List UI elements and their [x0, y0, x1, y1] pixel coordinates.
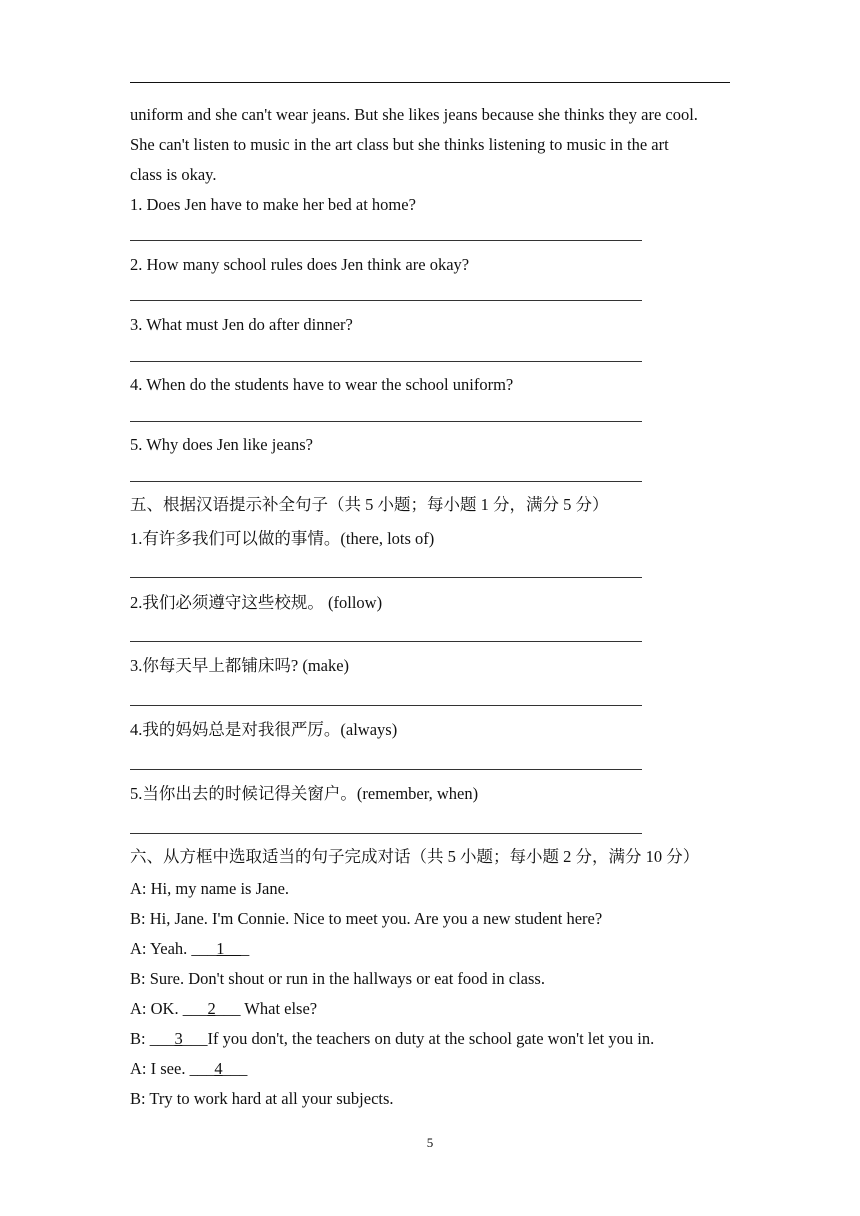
translation-item-1: 1.有许多我们可以做的事情。(there, lots of): [130, 529, 435, 548]
dialogue-line: [130, 939, 249, 959]
dialogue-line: [130, 1029, 654, 1049]
section-5-heading: 五、根据汉语提示补全句子（共 5 小题；每小题 1 分，满分 5 分）: [130, 495, 609, 514]
dialogue-text: ___: [222, 1059, 248, 1078]
dialogue-text: ___If you don't, the teachers on duty at the school gate won't let you in.: [182, 1029, 655, 1048]
answer-line-3[interactable]: [130, 361, 642, 362]
translation-answer-2[interactable]: [130, 641, 642, 642]
blank-2[interactable]: 2: [207, 999, 216, 1018]
passage-line: class is okay.: [130, 165, 217, 184]
dialogue-text: B: ___: [130, 1029, 175, 1048]
dialogue-text: _: [240, 939, 250, 958]
dialogue-text: A: Yeah. ___: [130, 939, 217, 958]
question-1: 1. Does Jen have to make her bed at home?: [130, 195, 416, 214]
page-number: 5: [426, 1135, 434, 1150]
translation-answer-5[interactable]: [130, 833, 642, 834]
section-6-heading: 六、从方框中选取适当的句子完成对话（共 5 小题；每小题 2 分，满分 10 分）: [130, 847, 700, 866]
answer-line-2[interactable]: [130, 300, 642, 301]
translation-answer-1[interactable]: [130, 577, 642, 578]
translation-item-2: 2.我们必须遵守这些校规。 (follow): [130, 593, 383, 612]
dialogue-line: A: Hi, my name is Jane.: [130, 879, 290, 898]
question-5: 5. Why does Jen like jeans?: [130, 435, 313, 454]
translation-item-4: 4.我的妈妈总是对我很严厉。(always): [130, 720, 398, 739]
question-4: 4. When do the students have to wear the school uniform?: [130, 375, 514, 394]
dialogue-text: ___ What else?: [215, 999, 318, 1018]
dialogue-line: B: Try to work hard at all your subjects.: [130, 1089, 394, 1108]
dialogue-line: B: Sure. Don't shout or run in the hallways or eat food in class.: [130, 969, 545, 988]
dialogue-line: B: Hi, Jane. I'm Connie. Nice to meet you. Are you a new student here?: [130, 909, 603, 928]
translation-item-5: 5.当你出去的时候记得关窗户。(remember, when): [130, 784, 479, 803]
header-rule: [130, 82, 730, 83]
blank-3[interactable]: 3: [174, 1029, 183, 1048]
answer-line-1[interactable]: [130, 240, 642, 241]
dialogue-line: [130, 1059, 247, 1079]
translation-item-3: 3.你每天早上都铺床吗? (make): [130, 656, 350, 675]
answer-line-5[interactable]: [130, 481, 642, 482]
blank-4[interactable]: 4: [214, 1059, 223, 1078]
dialogue-text: A: I see. ___: [130, 1059, 215, 1078]
translation-answer-3[interactable]: [130, 705, 642, 706]
question-2: 2. How many school rules does Jen think are okay?: [130, 255, 470, 274]
question-3: 3. What must Jen do after dinner?: [130, 315, 353, 334]
dialogue-text: A: OK. ___: [130, 999, 208, 1018]
passage-line: uniform and she can't wear jeans. But she likes jeans because she thinks they are cool.: [130, 105, 698, 124]
passage-line: She can't listen to music in the art class but she thinks listening to music in the art: [130, 135, 669, 154]
dialogue-line: [130, 999, 317, 1019]
answer-line-4[interactable]: [130, 421, 642, 422]
translation-answer-4[interactable]: [130, 769, 642, 770]
blank-1[interactable]: 1__: [216, 939, 241, 958]
